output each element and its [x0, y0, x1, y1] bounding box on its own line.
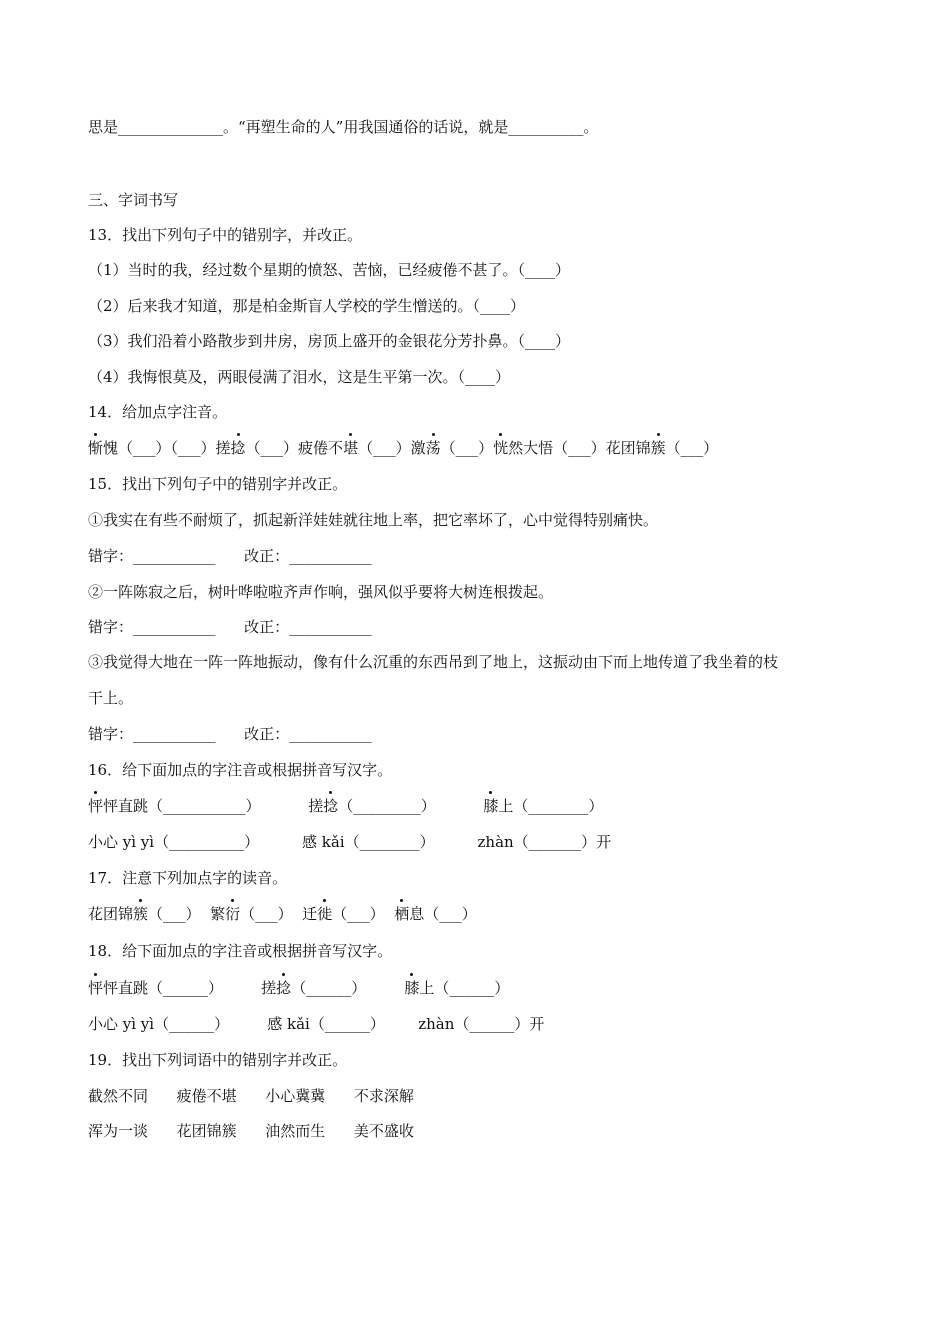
dotted-character: 惭: [88, 439, 104, 457]
line-text: ①我实在有些不耐烦了，抓起新洋娃娃就往地上率，把它率坏了，心中觉得特别痛快。: [88, 511, 659, 529]
line-text: （___）: [440, 439, 494, 457]
text-line: [88, 1121, 414, 1141]
text-line: [88, 546, 372, 566]
line-text: （2）后来我才知道，那是柏金斯盲人学校的学生憎送的。（____）: [88, 297, 526, 315]
dotted-character: 徙: [317, 905, 333, 923]
line-text: 14．给加点字注音。: [88, 403, 228, 421]
line-text: （___） 繁: [148, 905, 226, 923]
text-line: [88, 868, 287, 888]
text-line: [88, 582, 553, 602]
text-line: [88, 510, 658, 530]
line-text: 小心 yì yì（__________） 感 kǎi（________） zhàn（_______）开: [88, 833, 612, 851]
line-text: 息（___）: [409, 905, 477, 923]
line-text: 18．给下面加点的字注音或根据拼音写汉字。: [88, 942, 393, 960]
text-line: [88, 688, 133, 708]
line-text: （___） 迁: [240, 905, 318, 923]
text-line: [88, 978, 509, 998]
text-line: [88, 832, 611, 852]
line-text: 花团锦: [88, 905, 134, 923]
line-text: （______）: [291, 979, 405, 997]
line-text: （1）当时的我，经过数个星期的愤怒、苦恼，已经疲倦不甚了。（____）: [88, 261, 571, 279]
text-line: [88, 796, 603, 816]
line-text: ②一阵陈寂之后，树叶哗啦啦齐声作响，强风似乎要将大树连根拨起。: [88, 583, 554, 601]
dotted-character: 怦: [88, 979, 104, 997]
line-text: 19．找出下列词语中的错别字并改正。: [88, 1051, 348, 1069]
dotted-character: 衍: [225, 905, 241, 923]
text-line: [88, 438, 718, 458]
text-line: [88, 1050, 347, 1070]
text-line: [88, 1086, 414, 1106]
text-line: [88, 296, 525, 316]
text-line: [88, 941, 392, 961]
dotted-character: 捻: [323, 797, 339, 815]
line-text: 小心 yì yì（______） 感 kǎi（______） zhàn（______）开: [88, 1015, 545, 1033]
dotted-character: 捻: [276, 979, 292, 997]
text-line: [88, 1014, 544, 1034]
text-line: [88, 260, 570, 280]
line-text: 愧（___）（___）搓: [103, 439, 231, 457]
line-text: 浑为一谈 花团锦簇 油然而生 美不盛收: [88, 1122, 414, 1140]
dotted-character: 堪: [343, 439, 359, 457]
dotted-character: 怦: [88, 797, 104, 815]
line-text: 思是______________。“再塑生命的人”用我国通俗的话说，就是__________。: [88, 118, 599, 136]
line-text: 怦直跳（___________） 搓: [103, 797, 324, 815]
line-text: （___）: [665, 439, 719, 457]
text-line: [88, 190, 178, 210]
dotted-character: 栖: [394, 905, 410, 923]
text-line: [88, 367, 510, 387]
text-line: [88, 225, 362, 245]
dotted-character: 簇: [650, 439, 666, 457]
text-line: [88, 117, 598, 137]
line-text: （___）: [332, 905, 395, 923]
text-line: [88, 474, 347, 494]
line-text: 13．找出下列句子中的错别字，并改正。: [88, 226, 363, 244]
line-text: （_________）: [338, 797, 484, 815]
dotted-character: 荡: [425, 439, 441, 457]
text-line: [88, 617, 372, 637]
text-line: [88, 331, 570, 351]
line-text: 15．找出下列句子中的错别字并改正。: [88, 475, 348, 493]
line-text: 截然不同 疲倦不堪 小心冀冀 不求深解: [88, 1087, 414, 1105]
line-text: 三、字词书写: [88, 191, 179, 209]
text-line: [88, 402, 227, 422]
text-line: [88, 760, 392, 780]
line-text: （3）我们沿着小路散步到井房，房顶上盛开的金银花分芳扑鼻。（____）: [88, 332, 571, 350]
line-text: （4）我悔恨莫及，两眼侵满了泪水，这是生平第一次。（____）: [88, 368, 511, 386]
dotted-character: 恍: [493, 439, 509, 457]
line-text: 上（________）: [498, 797, 604, 815]
line-text: 然大悟（___）花团锦: [508, 439, 651, 457]
text-line: [88, 904, 477, 924]
dotted-character: 捻: [230, 439, 246, 457]
text-line: [88, 652, 778, 672]
line-text: 错字：___________ 改正：___________: [88, 547, 372, 565]
line-text: 错字：___________ 改正：___________: [88, 618, 372, 636]
dotted-character: 簇: [133, 905, 149, 923]
dotted-character: 膝: [404, 979, 420, 997]
line-text: 17．注意下列加点字的读音。: [88, 869, 288, 887]
line-text: ③我觉得大地在一阵一阵地振动，像有什么沉重的东西吊到了地上，这振动由下而上地传道了我坐着的枝: [88, 653, 779, 671]
line-text: 16．给下面加点的字注音或根据拼音写汉字。: [88, 761, 393, 779]
line-text: （___）疲倦不: [245, 439, 344, 457]
line-text: 干上。: [88, 689, 134, 707]
line-text: 上（______）: [419, 979, 510, 997]
text-line: [88, 724, 372, 744]
line-text: 错字：___________ 改正：___________: [88, 725, 372, 743]
line-text: （___）激: [358, 439, 426, 457]
dotted-character: 膝: [483, 797, 499, 815]
line-text: 怦直跳（______） 搓: [103, 979, 277, 997]
